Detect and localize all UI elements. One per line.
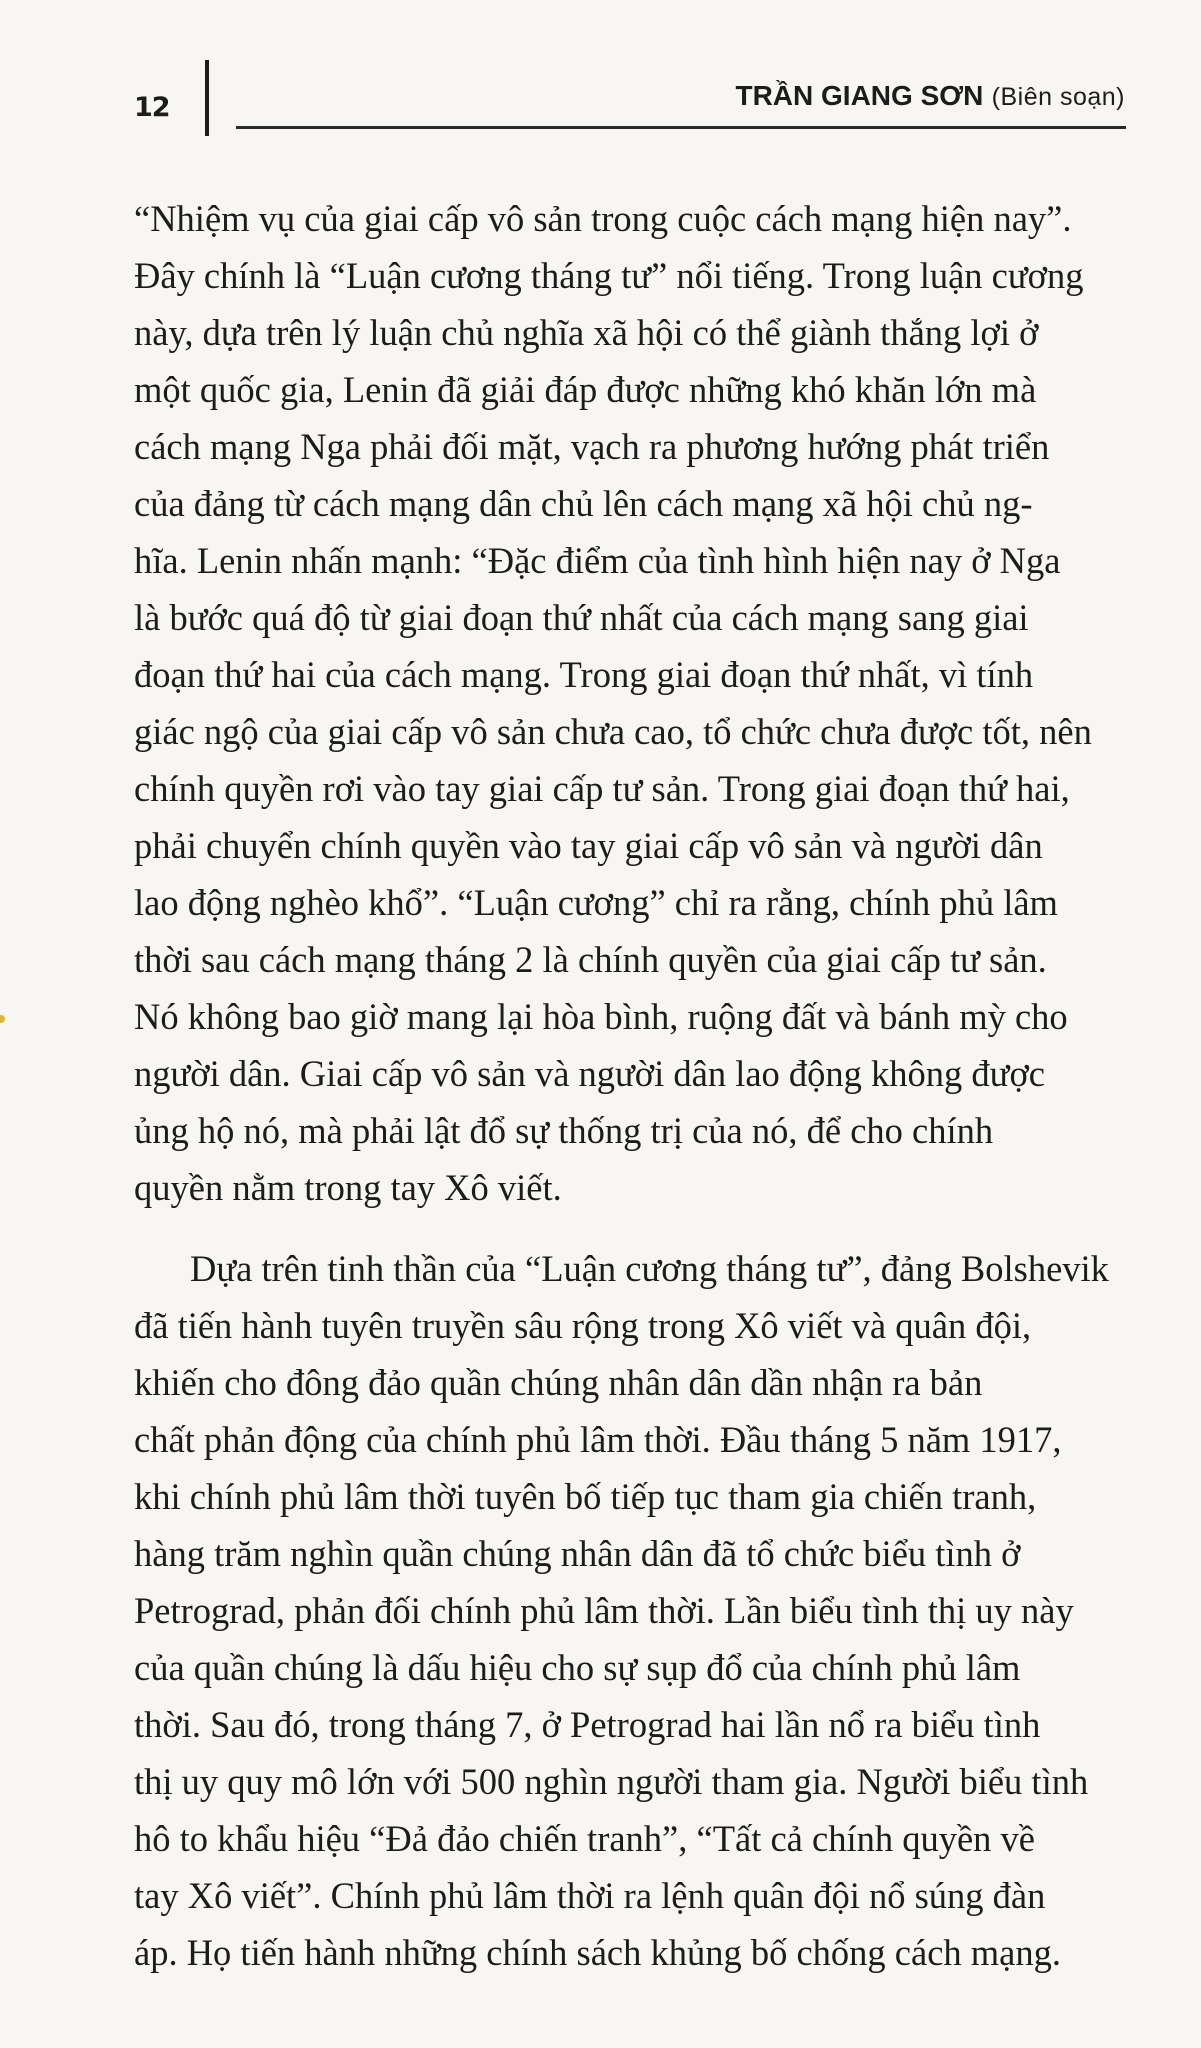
text-line: khi chính phủ lâm thời tuyên bố tiếp tục tham gia chiến tranh, xyxy=(134,1476,1037,1517)
body-text xyxy=(134,190,1126,1981)
text-line: Đây chính là “Luận cương tháng tư” nổi tiếng. Trong luận cương xyxy=(134,255,1084,296)
paragraph-2 xyxy=(134,1240,1126,1981)
text-line: giác ngộ của giai cấp vô sản chưa cao, tổ chức chưa được tốt, nên xyxy=(134,711,1092,752)
text-line: hô to khẩu hiệu “Đả đảo chiến tranh”, “Tất cả chính quyền về xyxy=(134,1818,1035,1859)
text-line: hàng trăm nghìn quần chúng nhân dân đã tổ chức biểu tình ở xyxy=(134,1533,1021,1574)
text-line: người dân. Giai cấp vô sản và người dân lao động không được xyxy=(134,1053,1045,1094)
paragraph-1 xyxy=(134,190,1126,1216)
text-line: này, dựa trên lý luận chủ nghĩa xã hội có thể giành thắng lợi ở xyxy=(134,312,1039,353)
text-line: Nó không bao giờ mang lại hòa bình, ruộng đất và bánh mỳ cho xyxy=(134,996,1068,1037)
text-line: một quốc gia, Lenin đã giải đáp được những khó khăn lớn mà xyxy=(134,369,1037,410)
header-rule xyxy=(236,126,1126,129)
text-line: lao động nghèo khổ”. “Luận cương” chỉ ra rằng, chính phủ lâm xyxy=(134,882,1058,923)
text-line: của quần chúng là dấu hiệu cho sự sụp đổ của chính phủ lâm xyxy=(134,1647,1021,1688)
text-line: thời. Sau đó, trong tháng 7, ở Petrograd hai lần nổ ra biểu tình xyxy=(134,1704,1041,1745)
text-line: chất phản động của chính phủ lâm thời. Đầu tháng 5 năm 1917, xyxy=(134,1419,1062,1460)
text-line: ủng hộ nó, mà phải lật đổ sự thống trị của nó, để cho chính xyxy=(134,1110,994,1151)
text-line: “Nhiệm vụ của giai cấp vô sản trong cuộc cách mạng hiện nay”. xyxy=(134,198,1072,239)
text-line: quyền nằm trong tay Xô viết. xyxy=(134,1167,562,1208)
text-line: Petrograd, phản đối chính phủ lâm thời. Lần biểu tình thị uy này xyxy=(134,1590,1074,1631)
text-line: là bước quá độ từ giai đoạn thứ nhất của cách mạng sang giai xyxy=(134,597,1029,638)
text-line: tay Xô viết”. Chính phủ lâm thời ra lệnh quân đội nổ súng đàn xyxy=(134,1875,1046,1916)
text-line: hĩa. Lenin nhấn mạnh: “Đặc điểm của tình hình hiện nay ở Nga xyxy=(134,540,1061,581)
text-line: Dựa trên tinh thần của “Luận cương tháng tư”, đảng Bolshevik xyxy=(190,1248,1109,1289)
running-head xyxy=(735,80,1125,112)
running-head-author: TRẦN GIANG SƠN xyxy=(735,80,984,111)
text-line: đoạn thứ hai của cách mạng. Trong giai đoạn thứ nhất, vì tính xyxy=(134,654,1034,695)
text-line: cách mạng Nga phải đối mặt, vạch ra phương hướng phát triển xyxy=(134,426,1050,467)
text-line: áp. Họ tiến hành những chính sách khủng bố chống cách mạng. xyxy=(134,1932,1061,1973)
text-line: chính quyền rơi vào tay giai cấp tư sản. Trong giai đoạn thứ hai, xyxy=(134,768,1070,809)
text-line: của đảng từ cách mạng dân chủ lên cách mạng xã hội chủ ng- xyxy=(134,483,1033,524)
header-divider-vertical xyxy=(205,60,209,136)
text-line: phải chuyển chính quyền vào tay giai cấp vô sản và người dân xyxy=(134,825,1043,866)
text-line: đã tiến hành tuyên truyền sâu rộng trong Xô viết và quân đội, xyxy=(134,1305,1032,1346)
page-number: 12 xyxy=(134,92,170,123)
text-line: thị uy quy mô lớn với 500 nghìn người tham gia. Người biểu tình xyxy=(134,1761,1089,1802)
margin-mark xyxy=(0,1015,5,1023)
text-line: khiến cho đông đảo quần chúng nhân dân dần nhận ra bản xyxy=(134,1362,983,1403)
running-head-role: (Biên soạn) xyxy=(991,83,1125,111)
page-header xyxy=(0,0,1201,140)
text-line: thời sau cách mạng tháng 2 là chính quyền của giai cấp tư sản. xyxy=(134,939,1047,980)
